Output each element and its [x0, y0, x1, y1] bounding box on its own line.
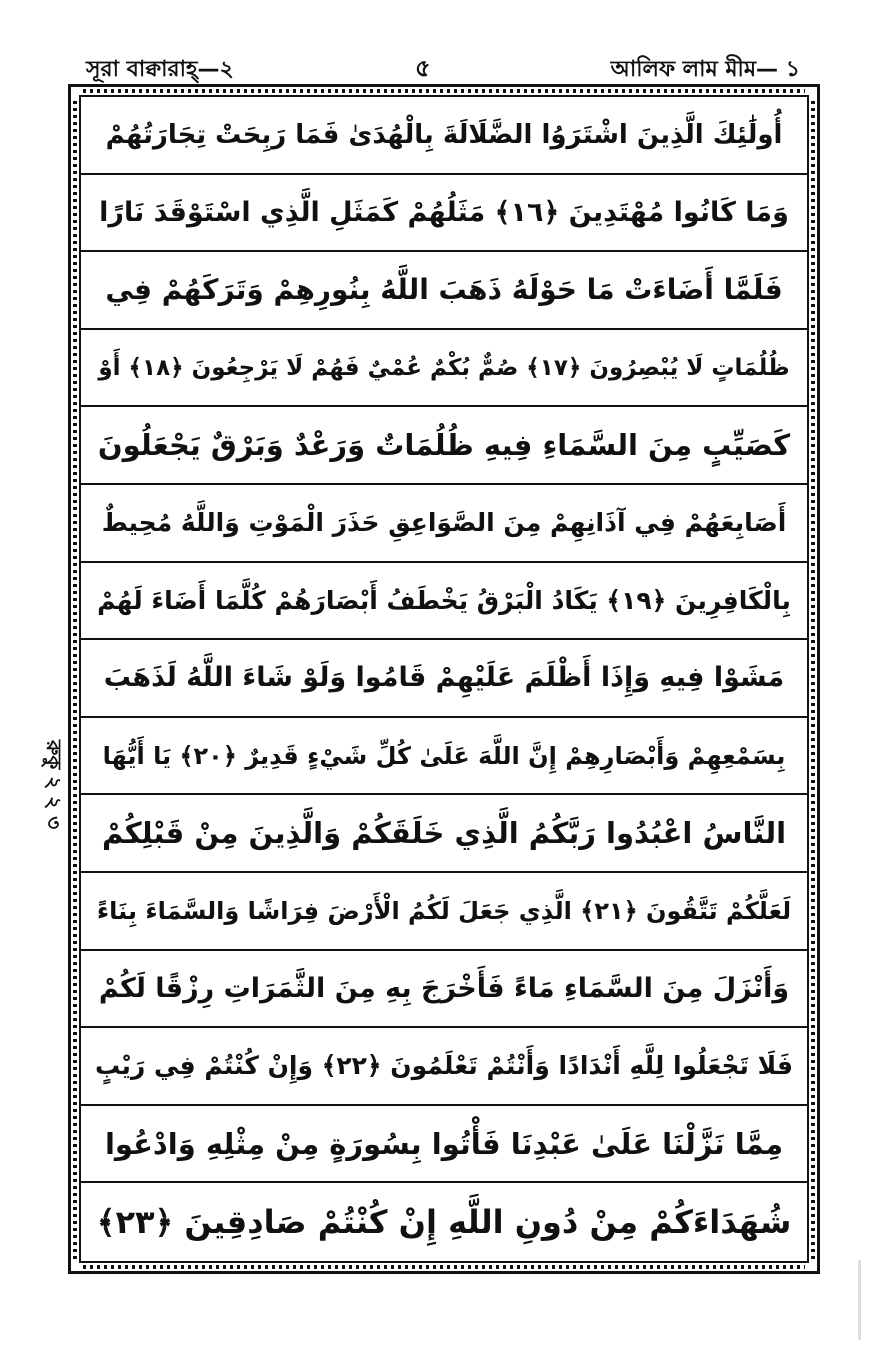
verse-line: وَمَا كَانُوا مُهْتَدِينَ ﴿١٦﴾ مَثَلُهُمْ كَمَثَلِ الَّذِي اسْتَوْقَدَ نَارًا [81, 175, 807, 253]
verse-line: فَلَمَّا أَضَاءَتْ مَا حَوْلَهُ ذَهَبَ اللَّهُ بِنُورِهِمْ وَتَرَكَهُمْ فِي [81, 252, 807, 330]
border-ornament-top [83, 89, 805, 93]
ruku-margin-note: রুকু ২ ২ ৩ [42, 740, 66, 830]
para-name-header: আলিফ লাম মীম— ১ [610, 57, 800, 82]
verse-line: أَصَابِعَهُمْ فِي آذَانِهِمْ مِنَ الصَّوَاعِقِ حَذَرَ الْمَوْتِ وَاللَّهُ مُحِيطٌ [81, 485, 807, 563]
verse-line: لَعَلَّكُمْ تَتَّقُونَ ﴿٢١﴾ الَّذِي جَعَلَ لَكُمُ الْأَرْضَ فِرَاشًا وَالسَّمَاءَ بِنَاءً [81, 873, 807, 951]
verse-line: وَأَنْزَلَ مِنَ السَّمَاءِ مَاءً فَأَخْرَجَ بِهِ مِنَ الثَّمَرَاتِ رِزْقًا لَكُمْ [81, 951, 807, 1029]
page-frame [68, 84, 820, 1274]
verse-line: مِمَّا نَزَّلْنَا عَلَىٰ عَبْدِنَا فَأْتُوا بِسُورَةٍ مِنْ مِثْلِهِ وَادْعُوا [81, 1106, 807, 1184]
verse-lines [81, 97, 807, 1261]
surah-name-header: সূরা বাক্বারাহ্—২ [86, 57, 234, 82]
border-ornament-left [73, 99, 77, 1259]
page-number: ৫ [415, 54, 431, 82]
verse-line: النَّاسُ اعْبُدُوا رَبَّكُمُ الَّذِي خَلَقَكُمْ وَالَّذِينَ مِنْ قَبْلِكُمْ [81, 795, 807, 873]
verse-line: بِالْكَافِرِينَ ﴿١٩﴾ يَكَادُ الْبَرْقُ يَخْطَفُ أَبْصَارَهُمْ كُلَّمَا أَضَاءَ لَهُمْ [81, 563, 807, 641]
verse-line: أُولَٰئِكَ الَّذِينَ اشْتَرَوُا الضَّلَالَةَ بِالْهُدَىٰ فَمَا رَبِحَتْ تِجَارَتُهُمْ [81, 97, 807, 175]
verse-line: ظُلُمَاتٍ لَا يُبْصِرُونَ ﴿١٧﴾ صُمٌّ بُكْمٌ عُمْيٌ فَهُمْ لَا يَرْجِعُونَ ﴿١٨﴾ أَوْ [81, 330, 807, 408]
verse-line: كَصَيِّبٍ مِنَ السَّمَاءِ فِيهِ ظُلُمَاتٌ وَرَعْدٌ وَبَرْقٌ يَجْعَلُونَ [81, 407, 807, 485]
border-ornament-bottom [83, 1265, 805, 1269]
verse-line: شُهَدَاءَكُمْ مِنْ دُونِ اللَّهِ إِنْ كُنْتُمْ صَادِقِينَ ﴿٢٣﴾ [96, 1203, 792, 1242]
verse-line: بِسَمْعِهِمْ وَأَبْصَارِهِمْ إِنَّ اللَّهَ عَلَىٰ كُلِّ شَيْءٍ قَدِيرٌ ﴿٢٠﴾ يَا أَيُّهَا [81, 718, 807, 796]
page-header [0, 0, 870, 90]
verse-line: مَشَوْا فِيهِ وَإِذَا أَظْلَمَ عَلَيْهِمْ قَامُوا وَلَوْ شَاءَ اللَّهُ لَذَهَبَ [81, 640, 807, 718]
page-edge-mark [858, 1260, 861, 1340]
border-ornament-right [811, 99, 815, 1259]
verse-line: فَلَا تَجْعَلُوا لِلَّهِ أَنْدَادًا وَأَنْتُمْ تَعْلَمُونَ ﴿٢٢﴾ وَإِنْ كُنْتُمْ فِي رَيْبٍ [81, 1028, 807, 1106]
